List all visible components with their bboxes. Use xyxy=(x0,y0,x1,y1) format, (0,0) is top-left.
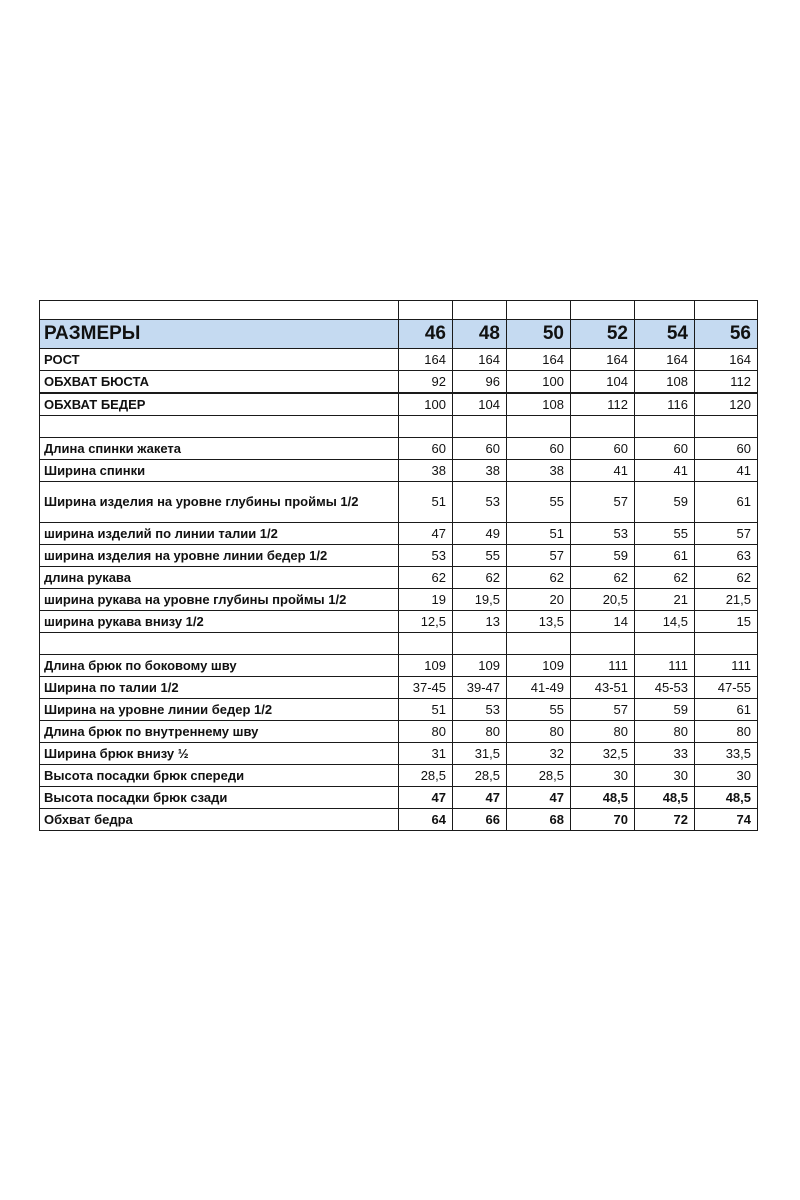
value-cell: 53 xyxy=(571,523,635,545)
value-cell: 53 xyxy=(453,482,507,523)
jacket-params-section xyxy=(40,438,758,633)
value-cell: 104 xyxy=(453,393,507,416)
table-row xyxy=(40,545,758,567)
table-spacer-row xyxy=(40,416,758,438)
value-cell: 49 xyxy=(453,523,507,545)
value-cell: 59 xyxy=(571,545,635,567)
value-cell: 43-51 xyxy=(571,677,635,699)
size-header: 52 xyxy=(571,320,635,349)
value-cell: 51 xyxy=(399,699,453,721)
value-cell: 39-47 xyxy=(453,677,507,699)
value-cell: 21,5 xyxy=(695,589,758,611)
value-cell: 57 xyxy=(571,699,635,721)
value-cell: 32 xyxy=(507,743,571,765)
size-header: 54 xyxy=(635,320,695,349)
value-cell: 33 xyxy=(635,743,695,765)
table-row xyxy=(40,677,758,699)
row-label: Высота посадки брюк сзади xyxy=(40,787,399,809)
value-cell: 62 xyxy=(399,567,453,589)
value-cell: 80 xyxy=(453,721,507,743)
value-cell: 68 xyxy=(507,809,571,831)
value-cell: 66 xyxy=(453,809,507,831)
row-label: ширина рукава на уровне глубины проймы 1/2 xyxy=(40,589,399,611)
row-label: ширина изделия на уровне линии бедер 1/2 xyxy=(40,545,399,567)
value-cell: 51 xyxy=(399,482,453,523)
value-cell: 41 xyxy=(571,460,635,482)
value-cell: 60 xyxy=(453,438,507,460)
value-cell: 20,5 xyxy=(571,589,635,611)
value-cell: 164 xyxy=(399,349,453,371)
value-cell: 47 xyxy=(453,787,507,809)
table-row xyxy=(40,787,758,809)
value-cell: 30 xyxy=(635,765,695,787)
value-cell: 20 xyxy=(507,589,571,611)
value-cell: 19,5 xyxy=(453,589,507,611)
table-row xyxy=(40,743,758,765)
value-cell: 41 xyxy=(695,460,758,482)
value-cell: 60 xyxy=(635,438,695,460)
value-cell: 38 xyxy=(399,460,453,482)
value-cell: 64 xyxy=(399,809,453,831)
value-cell: 164 xyxy=(635,349,695,371)
value-cell: 55 xyxy=(635,523,695,545)
value-cell: 70 xyxy=(571,809,635,831)
value-cell: 57 xyxy=(695,523,758,545)
value-cell: 48,5 xyxy=(635,787,695,809)
value-cell: 48,5 xyxy=(571,787,635,809)
value-cell: 111 xyxy=(571,655,635,677)
value-cell: 59 xyxy=(635,699,695,721)
row-label: Высота посадки брюк спереди xyxy=(40,765,399,787)
value-cell: 48,5 xyxy=(695,787,758,809)
value-cell: 80 xyxy=(635,721,695,743)
row-label: Длина спинки жакета xyxy=(40,438,399,460)
value-cell: 60 xyxy=(399,438,453,460)
size-header: 56 xyxy=(695,320,758,349)
value-cell: 60 xyxy=(695,438,758,460)
value-cell: 14,5 xyxy=(635,611,695,633)
size-header: 48 xyxy=(453,320,507,349)
value-cell: 92 xyxy=(399,371,453,394)
row-label: ОБХВАТ БЕДЕР xyxy=(40,393,399,416)
value-cell: 47-55 xyxy=(695,677,758,699)
value-cell: 31 xyxy=(399,743,453,765)
table-row xyxy=(40,809,758,831)
size-chart-table xyxy=(39,300,758,831)
value-cell: 47 xyxy=(507,787,571,809)
value-cell: 14 xyxy=(571,611,635,633)
value-cell: 38 xyxy=(453,460,507,482)
table-header-row xyxy=(40,320,758,349)
row-label: РОСТ xyxy=(40,349,399,371)
value-cell: 47 xyxy=(399,523,453,545)
value-cell: 63 xyxy=(695,545,758,567)
value-cell: 111 xyxy=(635,655,695,677)
value-cell: 55 xyxy=(507,699,571,721)
value-cell: 61 xyxy=(635,545,695,567)
table-row xyxy=(40,482,758,523)
value-cell: 28,5 xyxy=(453,765,507,787)
value-cell: 60 xyxy=(571,438,635,460)
size-header: 50 xyxy=(507,320,571,349)
value-cell: 80 xyxy=(571,721,635,743)
value-cell: 37-45 xyxy=(399,677,453,699)
trouser-params-section xyxy=(40,655,758,831)
value-cell: 41-49 xyxy=(507,677,571,699)
value-cell: 62 xyxy=(453,567,507,589)
table-spacer-row xyxy=(40,301,758,320)
table-spacer-row xyxy=(40,633,758,655)
header-label: РАЗМЕРЫ xyxy=(40,320,399,349)
value-cell: 111 xyxy=(695,655,758,677)
table-row xyxy=(40,460,758,482)
value-cell: 61 xyxy=(695,699,758,721)
value-cell: 80 xyxy=(695,721,758,743)
row-label: Ширина спинки xyxy=(40,460,399,482)
value-cell: 96 xyxy=(453,371,507,394)
table-row xyxy=(40,393,758,416)
value-cell: 108 xyxy=(507,393,571,416)
value-cell: 41 xyxy=(635,460,695,482)
value-cell: 100 xyxy=(507,371,571,394)
table-row xyxy=(40,523,758,545)
value-cell: 109 xyxy=(453,655,507,677)
value-cell: 31,5 xyxy=(453,743,507,765)
row-label: ОБХВАТ БЮСТА xyxy=(40,371,399,394)
table-row xyxy=(40,589,758,611)
value-cell: 80 xyxy=(399,721,453,743)
value-cell: 19 xyxy=(399,589,453,611)
value-cell: 21 xyxy=(635,589,695,611)
value-cell: 38 xyxy=(507,460,571,482)
value-cell: 109 xyxy=(507,655,571,677)
value-cell: 33,5 xyxy=(695,743,758,765)
table-row xyxy=(40,567,758,589)
value-cell: 15 xyxy=(695,611,758,633)
value-cell: 112 xyxy=(695,371,758,394)
value-cell: 30 xyxy=(571,765,635,787)
value-cell: 61 xyxy=(695,482,758,523)
value-cell: 104 xyxy=(571,371,635,394)
table-row xyxy=(40,765,758,787)
value-cell: 62 xyxy=(571,567,635,589)
value-cell: 100 xyxy=(399,393,453,416)
row-label: Ширина изделия на уровне глубины проймы 1/2 xyxy=(40,482,399,523)
value-cell: 53 xyxy=(399,545,453,567)
value-cell: 164 xyxy=(453,349,507,371)
value-cell: 51 xyxy=(507,523,571,545)
value-cell: 164 xyxy=(695,349,758,371)
value-cell: 116 xyxy=(635,393,695,416)
row-label: Обхват бедра xyxy=(40,809,399,831)
table-row xyxy=(40,721,758,743)
table-row xyxy=(40,371,758,394)
value-cell: 55 xyxy=(453,545,507,567)
row-label: ширина изделий по линии талии 1/2 xyxy=(40,523,399,545)
value-cell: 62 xyxy=(695,567,758,589)
row-label: Ширина на уровне линии бедер 1/2 xyxy=(40,699,399,721)
row-label: длина рукава xyxy=(40,567,399,589)
value-cell: 12,5 xyxy=(399,611,453,633)
row-label: Длина брюк по боковому шву xyxy=(40,655,399,677)
row-label: Ширина брюк внизу ½ xyxy=(40,743,399,765)
value-cell: 55 xyxy=(507,482,571,523)
size-header: 46 xyxy=(399,320,453,349)
value-cell: 32,5 xyxy=(571,743,635,765)
value-cell: 28,5 xyxy=(507,765,571,787)
value-cell: 53 xyxy=(453,699,507,721)
value-cell: 62 xyxy=(507,567,571,589)
value-cell: 13 xyxy=(453,611,507,633)
table-row xyxy=(40,349,758,371)
table-row xyxy=(40,699,758,721)
value-cell: 120 xyxy=(695,393,758,416)
value-cell: 47 xyxy=(399,787,453,809)
value-cell: 62 xyxy=(635,567,695,589)
value-cell: 112 xyxy=(571,393,635,416)
row-label: Длина брюк по внутреннему шву xyxy=(40,721,399,743)
value-cell: 57 xyxy=(507,545,571,567)
value-cell: 45-53 xyxy=(635,677,695,699)
value-cell: 164 xyxy=(571,349,635,371)
value-cell: 30 xyxy=(695,765,758,787)
body-params-section xyxy=(40,349,758,416)
value-cell: 59 xyxy=(635,482,695,523)
table-row xyxy=(40,655,758,677)
value-cell: 108 xyxy=(635,371,695,394)
value-cell: 57 xyxy=(571,482,635,523)
value-cell: 109 xyxy=(399,655,453,677)
value-cell: 164 xyxy=(507,349,571,371)
row-label: Ширина по талии 1/2 xyxy=(40,677,399,699)
value-cell: 13,5 xyxy=(507,611,571,633)
table-row xyxy=(40,438,758,460)
value-cell: 28,5 xyxy=(399,765,453,787)
row-label: ширина рукава внизу 1/2 xyxy=(40,611,399,633)
value-cell: 80 xyxy=(507,721,571,743)
table-row xyxy=(40,611,758,633)
value-cell: 60 xyxy=(507,438,571,460)
value-cell: 74 xyxy=(695,809,758,831)
value-cell: 72 xyxy=(635,809,695,831)
